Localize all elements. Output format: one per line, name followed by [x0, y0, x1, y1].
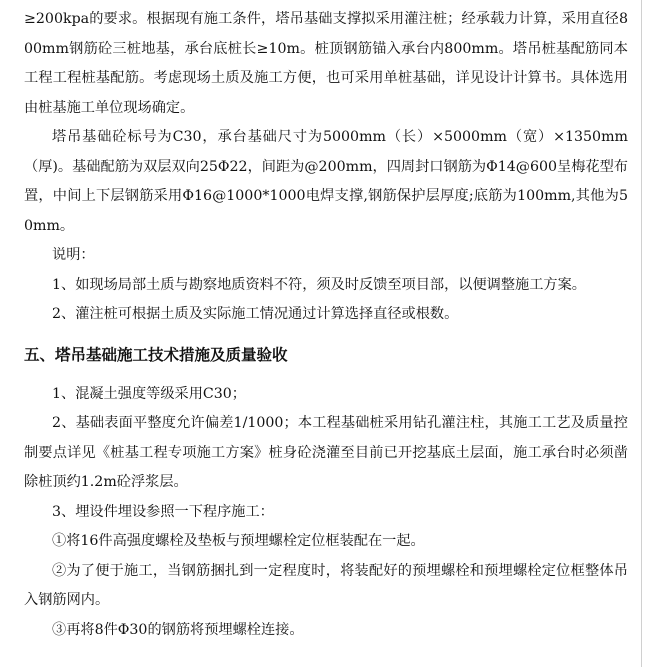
- paragraph-p10: ②为了便于施工，当钢筋捆扎到一定程度时，将装配好的预埋螺栓和预埋螺栓定位框整体吊入钢筋网内。: [24, 562, 628, 608]
- body-text-block: [24, 5, 628, 330]
- paragraph-p4: 1、如现场局部土质与勘察地质资料不符，须及时反馈至项目部，以便调整施工方案。: [52, 276, 586, 293]
- paragraph-p3: 说明：: [52, 247, 95, 263]
- section-heading: 五、塔吊基础施工技术措施及质量验收: [24, 345, 288, 364]
- paragraph-p2: 塔吊基础砼标号为C30，承台基础尺寸为5000mm（长）×5000mm（宽）×1350mm（厚)。基础配筋为双层双向25Φ22，间距为@200mm，四周封口钢筋为Φ14@600呈梅花型布置，中间上下层钢筋采用Φ16@1000*1000电焊支撑,钢筋保护层厚度;底筋为100mm,其他为50mm。: [24, 129, 628, 234]
- paragraph-p11: ③再将8件Φ30的钢筋将预埋螺栓连接。: [52, 621, 304, 638]
- paragraph-p5: 2、灌注桩可根据土质及实际施工情况通过计算选择直径或根数。: [52, 306, 459, 322]
- paragraph-p6: 1、混凝土强度等级采用C30；: [52, 385, 246, 402]
- paragraph-p8: 3、埋设件埋设参照一下程序施工：: [52, 503, 274, 520]
- paragraph-p1: ≥200kpa的要求。根据现有施工条件，塔吊基础支撑拟采用灌注桩；经承载力计算，采用直径800mm钢筋砼三桩地基，承台底桩长≥10m。桩顶钢筋锚入承台内800mm。塔吊桩基配筋同本工程工程桩基配筋。考虑现场土质及施工方便，也可采用单桩基础，详见设计计算书。具体选用由桩基施工单位现场确定。: [24, 11, 628, 116]
- body-text-block-after-heading: [24, 380, 628, 646]
- paragraph-p9: ①将16件高强度螺栓及垫板与预埋螺栓定位框装配在一起。: [52, 533, 425, 549]
- paragraph-p7: 2、基础表面平整度允许偏差1/1000；本工程基础桩采用钻孔灌注柱，其施工工艺及质量控制要点详见《桩基工程专项施工方案》桩身砼浇灌至目前已开挖基底土层面，施工承台时必须凿除桩顶约1.2m砼浮浆层。: [24, 415, 628, 490]
